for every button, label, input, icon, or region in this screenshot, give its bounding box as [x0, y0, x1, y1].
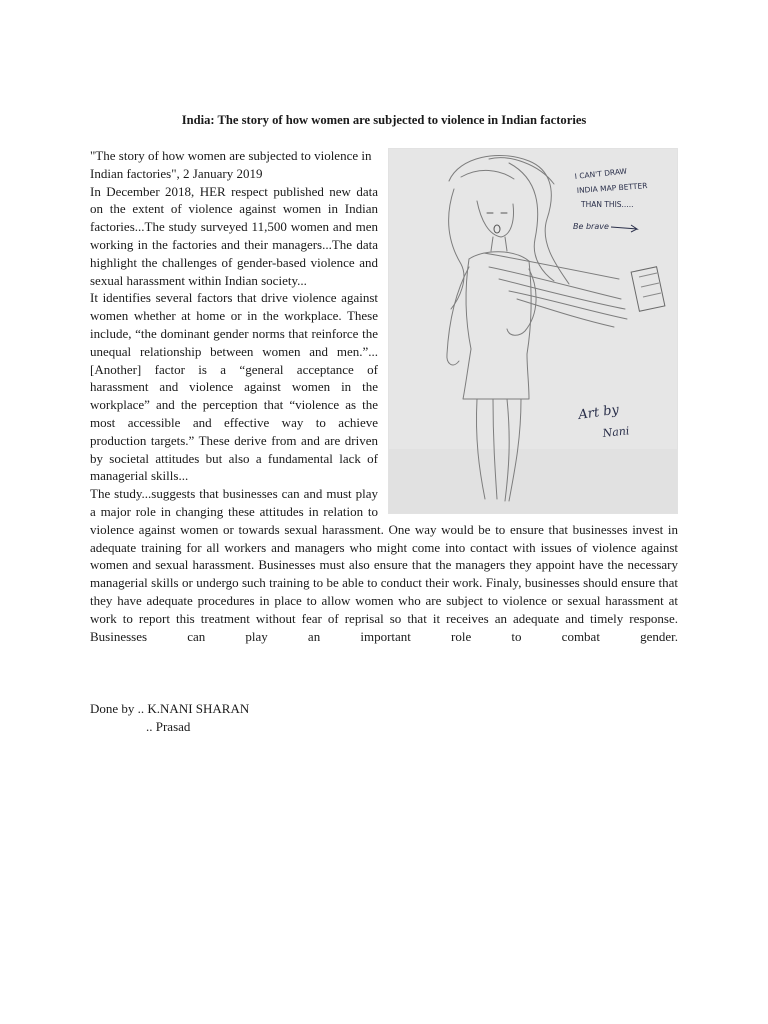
signature-line-1: Art by	[577, 402, 620, 423]
credits-line-1: Done by .. K.NANI SHARAN	[90, 701, 250, 716]
signature-line-2: Nani	[601, 424, 630, 440]
citation-paragraph: "The story of how women are subjected to violence in Indian factories", 2 January 2019	[90, 148, 372, 181]
caption-line-3: THAN THIS.....	[581, 200, 634, 209]
credits-block	[90, 700, 249, 736]
document-body	[90, 147, 678, 645]
caption-line-2: INDIA MAP BETTER	[576, 181, 648, 195]
page-title: India: The story of how women are subjected to violence in Indian factories	[181, 113, 587, 127]
body-paragraph-3: The study...suggests that businesses can and must play a major role in changing these attitudes in relation to violence against women or towards sexual harassment. One way would be to ensure that businesses invest in adequate training for all workers and managers who might come into contact with issues of violence against women and sexual harassment. Businesses must also ensure that the managers they appoint have the necessary managerial skills or undergo such training to be able to conduct their work. Finaly, businesses should ensure that they have adequate procedures in place to allow women who are subject to violence or sexual harassment at work to report this treatment without fear of reprisal so that it receives an adequate and timely response. Businesses can play an important role to combat gender.	[90, 486, 678, 644]
caption-line-1: I CAN'T DRAW	[574, 166, 628, 181]
motto-text: Be brave	[573, 222, 609, 231]
body-paragraph-1: In December 2018, HER respect published new data on the extent of violence against women in Indian factories...The study surveyed 11,500 women and men working in the factories and their managers...The data highlight the challenges of gender-based violence and sexual harassment within Indian society...	[90, 183, 378, 288]
credits-line-2: .. Prasad	[146, 719, 191, 734]
sketch-svg	[389, 149, 677, 513]
body-paragraph-2: It identifies several factors that drive violence against women whether at home or in the workplace. These include, “the dominant gender norms that reinforce the unequal relationship between women and men.”...[Another] factor is a “general acceptance of harassment and violence against women in the workplace” and the perception that “violence as the most accessible and effective way to achieve production targets.” These derive from and are driven by societal attitudes but also a fundamental lack of managerial skills...	[90, 290, 378, 484]
pencil-sketch-illustration	[388, 148, 678, 514]
